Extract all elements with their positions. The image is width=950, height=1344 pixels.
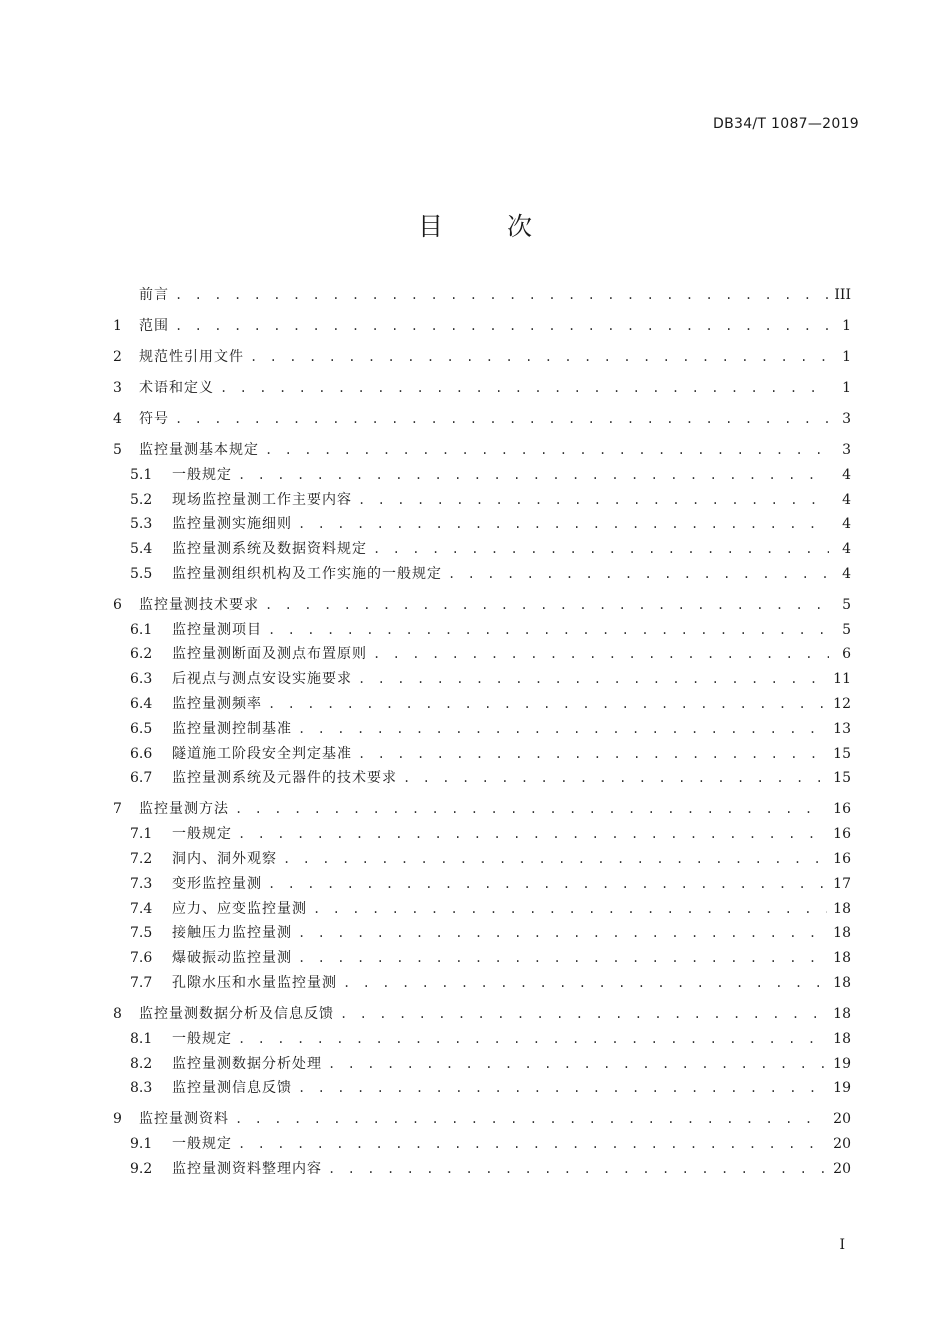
toc-entry-number: 5.4 [130,541,153,558]
toc-entry-page: 4 [842,491,851,508]
toc-entry-number: 5.2 [130,491,153,508]
toc-entry-page: 16 [833,801,851,818]
toc-entry-number: 6.7 [130,770,153,787]
toc-entry-page: 1 [842,348,851,365]
toc-subentry[interactable] [113,743,851,768]
dot-leader [175,288,828,302]
dot-leader [283,852,827,866]
toc-entry-label: 孔隙水压和水量监控量测 [172,975,337,992]
toc-entry-page: 18 [833,950,851,967]
dot-leader [268,877,827,891]
toc-entry[interactable] [113,594,851,619]
toc-entry-label: 一般规定 [172,826,232,843]
dot-leader [373,542,829,556]
toc-entry-number: 6.3 [130,671,153,688]
dot-leader [298,722,827,736]
dot-leader [265,598,829,612]
toc-entry[interactable] [113,1108,851,1133]
toc-entry-number: 7.5 [130,925,153,942]
toc-entry-label: 符号 [139,410,169,427]
toc-entry-number: 3 [113,379,122,396]
toc-subentry[interactable] [113,619,851,644]
dot-leader [250,350,829,364]
toc-entry-label: 监控量测资料整理内容 [172,1160,322,1177]
page-number: I [839,1237,845,1253]
toc-entry[interactable] [113,284,851,309]
toc-subentry[interactable] [113,1053,851,1078]
dot-leader [265,443,829,457]
toc-entry-page: 3 [842,410,851,427]
toc-entry-page: 18 [833,900,851,917]
toc-entry-label: 一般规定 [172,466,232,483]
toc-subentry[interactable] [113,718,851,743]
toc-entry[interactable] [113,408,851,433]
toc-entry-number: 6.5 [130,720,153,737]
toc-entry-label: 爆破振动监控量测 [172,950,292,967]
toc-subentry[interactable] [113,1077,851,1102]
toc-entry-page: 5 [842,621,851,638]
dot-leader [313,902,827,916]
toc-entry-label: 一般规定 [172,1030,232,1047]
toc-entry-label: 规范性引用文件 [139,348,244,365]
toc-entry-label: 监控量测断面及测点布置原则 [172,646,367,663]
dot-leader [298,1081,827,1095]
toc-entry-page: 4 [842,565,851,582]
toc-entry[interactable] [113,439,851,464]
toc-entry[interactable] [113,377,851,402]
toc-entry-label: 监控量测系统及数据资料规定 [172,541,367,558]
dot-leader [403,771,827,785]
document-code: DB34/T 1087—2019 [713,116,859,132]
toc-entry-page: 15 [833,770,851,787]
dot-leader [238,1032,827,1046]
toc-entry-label: 监控量测资料 [139,1111,229,1128]
dot-leader [238,827,827,841]
dot-leader [448,567,829,581]
toc-entry-page: 18 [833,975,851,992]
dot-leader [358,493,829,507]
toc-entry-page: 4 [842,466,851,483]
toc-entry-label: 监控量测基本规定 [139,441,259,458]
dot-leader [238,468,829,482]
dot-leader [298,951,827,965]
toc-entry-number: 9 [113,1111,122,1128]
dot-leader [235,802,827,816]
toc-entry-label: 监控量测频率 [172,696,262,713]
toc-subentry[interactable] [113,767,851,792]
toc-entry-page: 17 [833,875,851,892]
toc-entry-number: 6.4 [130,696,153,713]
toc-entry-number: 6 [113,596,122,613]
toc-entry-number: 1 [113,317,122,334]
toc-subentry[interactable] [113,693,851,718]
toc-subentry[interactable] [113,643,851,668]
toc-entry-label: 术语和定义 [139,379,214,396]
toc-entry-page: 3 [842,441,851,458]
dot-leader [175,319,829,333]
toc-subentry[interactable] [113,1133,851,1158]
toc-entry-page: 11 [833,671,851,688]
toc-entry-label: 监控量测数据分析及信息反馈 [139,1006,334,1023]
toc-entry-number: 9.1 [130,1136,153,1153]
toc-entry-number: 5.3 [130,516,153,533]
toc-entry-label: 应力、应变监控量测 [172,900,307,917]
toc-entry-number: 7.6 [130,950,153,967]
toc-subentry[interactable] [113,464,851,489]
toc-entry-page: 20 [833,1136,851,1153]
toc-entry-number: 6.1 [130,621,153,638]
toc-entry-label: 隧道施工阶段安全判定基准 [172,745,352,762]
toc-entry-page: III [834,287,851,303]
dot-leader [235,1112,827,1126]
dot-leader [358,747,827,761]
toc-entry-number: 7.4 [130,900,153,917]
toc-entry-label: 洞内、洞外观察 [172,851,277,868]
toc-subentry[interactable] [113,513,851,538]
dot-leader [343,976,827,990]
table-of-contents [113,284,851,1183]
toc-subentry[interactable] [113,538,851,563]
toc-entry-page: 1 [842,379,851,396]
toc-subentry[interactable] [113,823,851,848]
toc-entry-page: 12 [833,696,851,713]
toc-entry-number: 7.1 [130,826,153,843]
toc-entry-number: 6.2 [130,646,153,663]
toc-entry-label: 前言 [139,287,169,303]
toc-entry-number: 8.2 [130,1055,153,1072]
toc-entry[interactable] [113,1003,851,1028]
toc-entry[interactable] [113,346,851,371]
toc-subentry[interactable] [113,1158,851,1183]
toc-entry-page: 20 [833,1111,851,1128]
toc-entry-number: 7 [113,801,122,818]
toc-entry-label: 接触压力监控量测 [172,925,292,942]
toc-entry-label: 监控量测技术要求 [139,596,259,613]
toc-entry-page: 19 [833,1080,851,1097]
toc-entry-label: 监控量测项目 [172,621,262,638]
toc-entry-label: 一般规定 [172,1136,232,1153]
toc-subentry[interactable] [113,668,851,693]
toc-entry[interactable] [113,315,851,340]
dot-leader [358,672,827,686]
toc-entry-number: 2 [113,348,122,365]
toc-entry-label: 后视点与测点安设实施要求 [172,671,352,688]
toc-entry-page: 5 [842,596,851,613]
toc-entry-label: 监控量测数据分析处理 [172,1055,322,1072]
dot-leader [220,381,829,395]
toc-entry-number: 7.3 [130,875,153,892]
toc-entry-number: 7.2 [130,851,153,868]
toc-entry-page: 16 [833,851,851,868]
toc-subentry[interactable] [113,972,851,997]
toc-entry-number: 8 [113,1006,122,1023]
toc-subentry[interactable] [113,922,851,947]
toc-entry-page: 16 [833,826,851,843]
toc-entry-number: 4 [113,410,122,427]
toc-subentry[interactable] [113,489,851,514]
toc-subentry[interactable] [113,1028,851,1053]
toc-entry-number: 7.7 [130,975,153,992]
toc-entry-page: 20 [833,1160,851,1177]
toc-entry-label: 监控量测组织机构及工作实施的一般规定 [172,565,442,582]
dot-leader [373,647,829,661]
toc-entry-page: 1 [842,317,851,334]
dot-leader [268,623,829,637]
toc-entry-page: 18 [833,925,851,942]
toc-entry-page: 4 [842,516,851,533]
page-title: 目 次 [418,212,560,241]
toc-entry-label: 监控量测信息反馈 [172,1080,292,1097]
toc-subentry[interactable] [113,873,851,898]
toc-entry-number: 6.6 [130,745,153,762]
toc-entry-label: 监控量测方法 [139,801,229,818]
toc-entry-number: 8.3 [130,1080,153,1097]
toc-entry-page: 15 [833,745,851,762]
toc-subentry[interactable] [113,947,851,972]
toc-subentry[interactable] [113,848,851,873]
toc-subentry[interactable] [113,898,851,923]
toc-entry-label: 现场监控量测工作主要内容 [172,491,352,508]
toc-entry-page: 4 [842,541,851,558]
toc-entry-label: 监控量测实施细则 [172,516,292,533]
toc-entry-label: 范围 [139,317,169,334]
toc-entry-page: 19 [833,1055,851,1072]
dot-leader [268,697,827,711]
dot-leader [298,517,829,531]
toc-entry-label: 监控量测系统及元器件的技术要求 [172,770,397,787]
toc-entry-page: 13 [833,720,851,737]
dot-leader [238,1137,827,1151]
toc-entry-label: 变形监控量测 [172,875,262,892]
toc-entry-number: 5 [113,441,122,458]
toc-entry-number: 9.2 [130,1160,153,1177]
toc-entry-page: 6 [842,646,851,663]
toc-subentry[interactable] [113,563,851,588]
toc-entry-label: 监控量测控制基准 [172,720,292,737]
dot-leader [328,1057,827,1071]
toc-entry-number: 5.5 [130,565,153,582]
dot-leader [298,926,827,940]
toc-entry-number: 5.1 [130,466,153,483]
dot-leader [175,412,829,426]
toc-entry-page: 18 [833,1030,851,1047]
toc-entry[interactable] [113,798,851,823]
toc-entry-page: 18 [833,1006,851,1023]
dot-leader [340,1007,827,1021]
toc-entry-number: 8.1 [130,1030,153,1047]
dot-leader [328,1162,827,1176]
